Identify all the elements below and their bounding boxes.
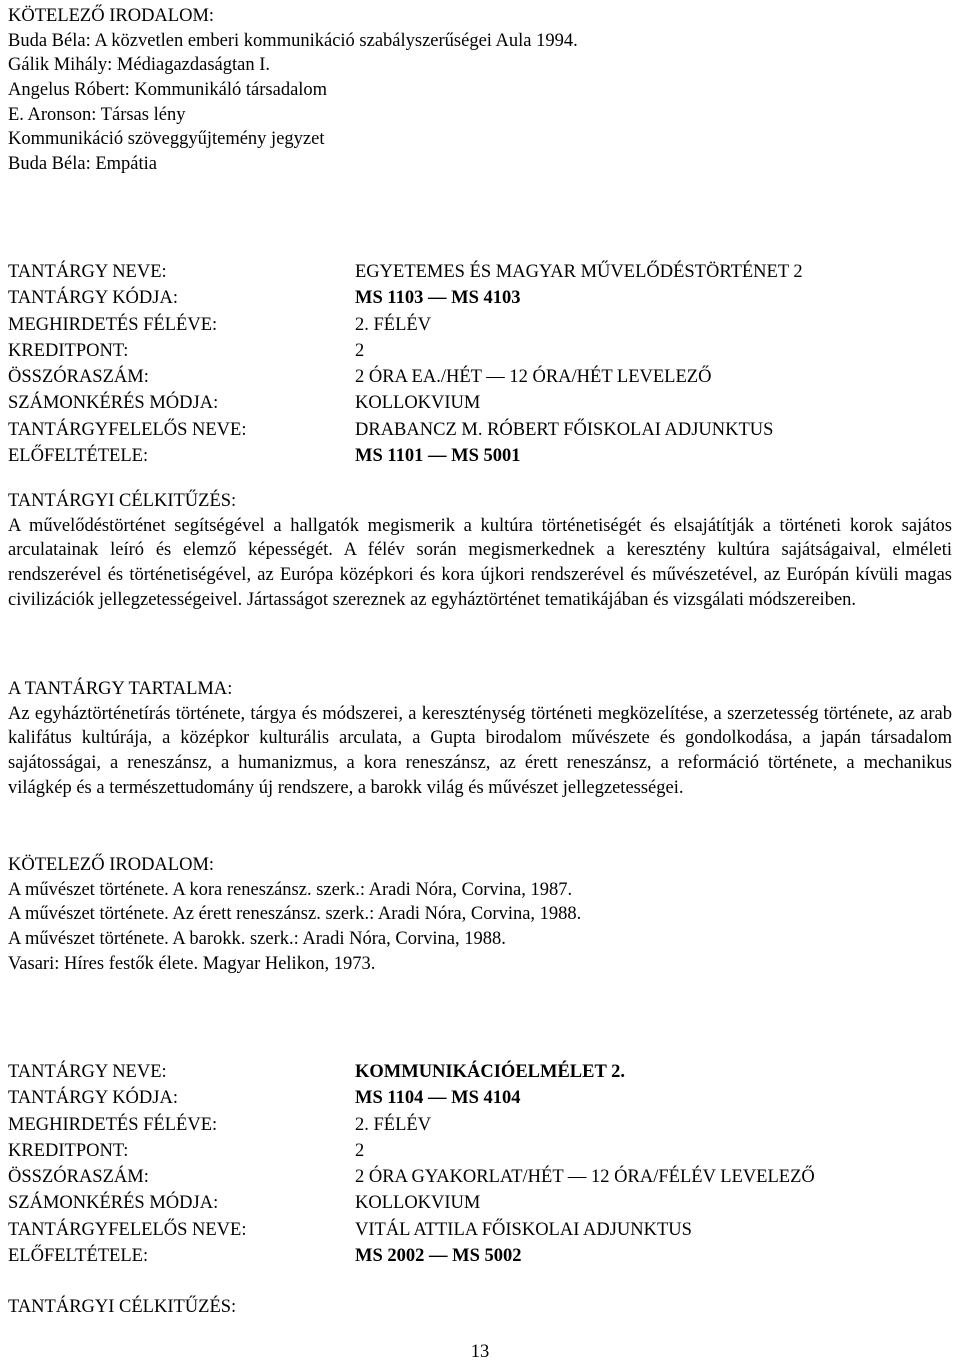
course1-content-section: [8, 677, 952, 801]
course2-row-responsible: [8, 1217, 952, 1243]
row-value: DRABANCZ M. RÓBERT FŐISKOLAI ADJUNKTUS: [355, 419, 774, 440]
literature-item: Gálik Mihály: Médiagazdaságtan I.: [8, 55, 270, 76]
course2-row-prerequisite: [8, 1243, 952, 1269]
course1-row-hours: [8, 364, 952, 390]
row-value: 2: [355, 340, 365, 361]
row-label: ÖSSZÓRASZÁM:: [8, 367, 149, 388]
row-value: MS 1104 — MS 4104: [355, 1088, 521, 1109]
row-value: KOMMUNIKÁCIÓELMÉLET 2.: [355, 1062, 625, 1082]
row-label: ELŐFELTÉTELE:: [8, 446, 149, 467]
row-label: ELŐFELTÉTELE:: [8, 1246, 149, 1267]
course2-row-hours: [8, 1164, 952, 1190]
course2-row-code: [8, 1085, 952, 1111]
row-value: 2 ÓRA EA./HÉT — 12 ÓRA/HÉT LEVELEZŐ: [355, 367, 712, 388]
course2-row-credit: [8, 1138, 952, 1164]
course2-aim-heading: TANTÁRGYI CÉLKITŰZÉS:: [8, 1297, 237, 1317]
course2-row-assessment: [8, 1190, 952, 1216]
row-value: MS 2002 — MS 5002: [355, 1246, 522, 1267]
top-literature-section: [8, 4, 952, 177]
course1-row-semester: [8, 312, 952, 338]
course2-aim-section: [8, 1295, 952, 1320]
row-label: MEGHIRDETÉS FÉLÉVE:: [8, 314, 218, 335]
row-value: 2. FÉLÉV: [355, 1114, 432, 1135]
row-label: KREDITPONT:: [8, 340, 129, 361]
course2-row-semester: [8, 1112, 952, 1138]
row-value: KOLLOKVIUM: [355, 393, 481, 414]
row-label: KREDITPONT:: [8, 1140, 129, 1161]
literature-item: Buda Béla: A közvetlen emberi kommunikáció szabályszerűségei Aula 1994.: [8, 30, 578, 51]
course1-row-prerequisite: [8, 443, 952, 469]
row-value: VITÁL ATTILA FŐISKOLAI ADJUNKTUS: [355, 1219, 692, 1240]
course1-content-heading: A TANTÁRGY TARTALMA:: [8, 679, 233, 699]
row-label: TANTÁRGY NEVE:: [8, 1062, 167, 1082]
course1-aim-text: A művelődéstörténet segítségével a hallgatók megismerik a kultúra történetiségét és elsajátítják a történeti korok sajátos arculatainak leíró és elemző képességét. A félév során megismerkednek a keresztény kultúra sajátságaival, elméleti rendszerével és történetiségével, az Európa középkori és kora újkori rendszerével és művészetével, az Európán kívüli magas civilizációk jellegzetességeivel. Jártasságot szereznek az egyháztörténet tematikájában és vizsgálati módszereiben.: [8, 515, 952, 610]
row-value: 2: [355, 1140, 365, 1161]
literature-item: E. Aronson: Társas lény: [8, 104, 186, 125]
literature-item: A művészet története. Az érett reneszánsz. szerk.: Aradi Nóra, Corvina, 1988.: [8, 904, 582, 925]
row-label: TANTÁRGYFELELŐS NEVE:: [8, 1219, 247, 1240]
course1-row-assessment: [8, 390, 952, 416]
course1-row-name: [8, 259, 952, 285]
top-literature-heading: KÖTELEZŐ IRODALOM:: [8, 6, 215, 26]
row-label: TANTÁRGYFELELŐS NEVE:: [8, 419, 247, 440]
course1-content-text: Az egyháztörténetírás története, tárgya és módszerei, a kereszténység történeti megközelítése, a szerzetesség története, az arab kalifátus kultúrája, a középkor kulturális arculata, a Gupta birodalom művészete és gondolkodása, a japán társadalom sajátosságai, a reneszánsz, a humanizmus, a kora reneszánsz, az érett reneszánsz, a reformáció története, a mechanikus világkép és a természettudomány új rendszere, a barokk világ és művészet jellegzetességei.: [8, 703, 952, 798]
row-value: KOLLOKVIUM: [355, 1193, 481, 1214]
course1-row-code: [8, 285, 952, 311]
literature-item: A művészet története. A kora reneszánsz. szerk.: Aradi Nóra, Corvina, 1987.: [8, 879, 573, 900]
row-label: TANTÁRGY NEVE:: [8, 262, 167, 282]
literature-item: Buda Béla: Empátia: [8, 154, 157, 175]
course1-info-table: [8, 259, 952, 469]
course1-row-responsible: [8, 417, 952, 443]
literature-item: Angelus Róbert: Kommunikáló társadalom: [8, 80, 328, 101]
course2-row-name: [8, 1059, 952, 1085]
course1-literature-section: [8, 853, 952, 976]
course1-aim-section: [8, 489, 952, 613]
row-label: ÖSSZÓRASZÁM:: [8, 1167, 149, 1188]
course2-info-table: [8, 1059, 952, 1269]
row-value: EGYETEMES ÉS MAGYAR MŰVELŐDÉSTÖRTÉNET 2: [355, 262, 803, 282]
row-label: SZÁMONKÉRÉS MÓDJA:: [8, 393, 219, 414]
row-label: MEGHIRDETÉS FÉLÉVE:: [8, 1114, 218, 1135]
page-number: 13: [470, 1342, 490, 1362]
literature-item: Kommunikáció szöveggyűjtemény jegyzet: [8, 129, 325, 150]
course1-aim-heading: TANTÁRGYI CÉLKITŰZÉS:: [8, 491, 237, 511]
literature-item: Vasari: Híres festők élete. Magyar Helikon, 1973.: [8, 953, 376, 974]
row-label: TANTÁRGY KÓDJA:: [8, 1088, 178, 1109]
course1-row-credit: [8, 338, 952, 364]
course1-literature-heading: KÖTELEZŐ IRODALOM:: [8, 855, 215, 875]
row-value: MS 1101 — MS 5001: [355, 446, 521, 467]
row-value: 2 ÓRA GYAKORLAT/HÉT — 12 ÓRA/FÉLÉV LEVELEZŐ: [355, 1167, 815, 1188]
row-value: MS 1103 — MS 4103: [355, 288, 521, 309]
row-label: TANTÁRGY KÓDJA:: [8, 288, 178, 309]
literature-item: A művészet története. A barokk. szerk.: Aradi Nóra, Corvina, 1988.: [8, 929, 506, 950]
row-label: SZÁMONKÉRÉS MÓDJA:: [8, 1193, 219, 1214]
row-value: 2. FÉLÉV: [355, 314, 432, 335]
